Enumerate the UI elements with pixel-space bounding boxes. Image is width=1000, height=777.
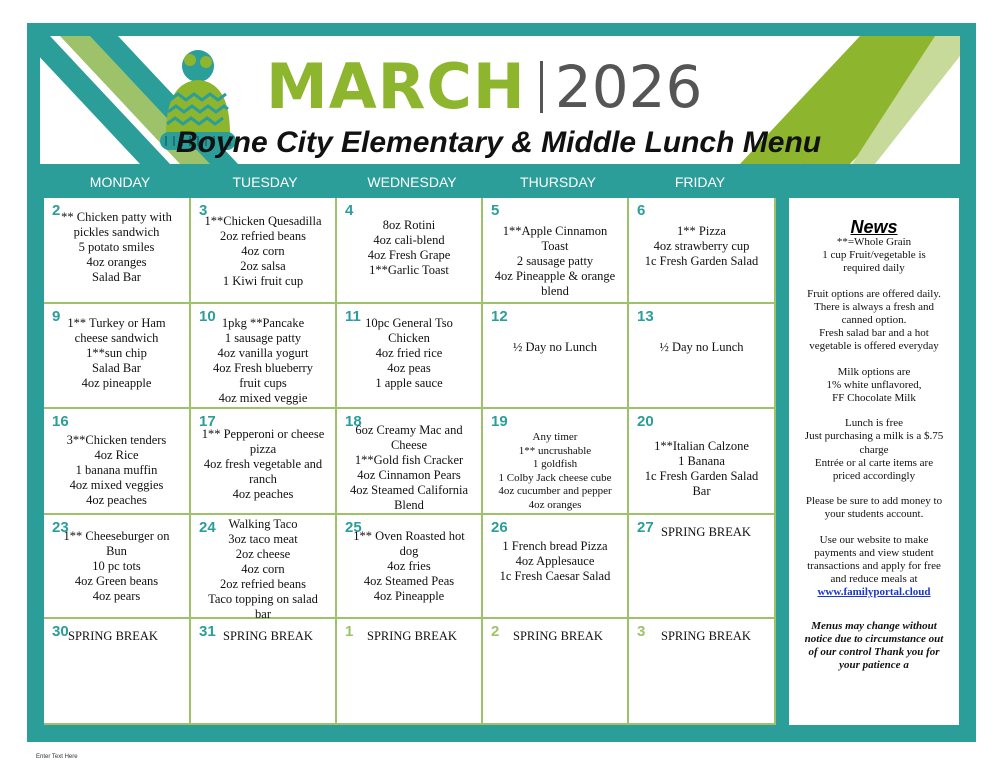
menu-text: 1**Italian Calzone 1 Banana 1c Fresh Garden Salad Bar bbox=[644, 439, 759, 498]
day-number: 9 bbox=[52, 308, 61, 325]
day-number: 19 bbox=[491, 413, 508, 430]
menu-text: 6oz Creamy Mac and Cheese 1**Gold fish Cracker 4oz Cinnamon Pears 4oz Steamed California Blend bbox=[349, 423, 469, 512]
day-cell bbox=[44, 198, 191, 304]
menu-text: 1** Oven Roasted hot dog 4oz fries 4oz Steamed Peas 4oz Pineapple bbox=[353, 529, 465, 603]
day-cell bbox=[629, 409, 776, 515]
weekday-label: TUESDAY bbox=[232, 174, 298, 190]
day-cell bbox=[337, 619, 483, 725]
menu-text: ½ Day no Lunch bbox=[659, 340, 744, 354]
menu-text: 1**Apple Cinnamon Toast 2 sausage patty 4oz Pineapple & orange blend bbox=[494, 224, 616, 298]
day-cell bbox=[629, 515, 776, 619]
menu-text: 1**Chicken Quesadilla 2oz refried beans 4oz corn 2oz salsa 1 Kiwi fruit cup bbox=[204, 214, 322, 288]
day-cell bbox=[337, 198, 483, 304]
menu-text: SPRING BREAK bbox=[661, 629, 751, 643]
news-body bbox=[789, 236, 959, 672]
menu-subtitle: Boyne City Elementary & Middle Lunch Menu bbox=[176, 126, 822, 159]
day-number: 23 bbox=[52, 519, 69, 536]
day-number: 4 bbox=[345, 202, 354, 219]
day-number: 16 bbox=[52, 413, 69, 430]
day-number: 3 bbox=[637, 623, 646, 640]
day-number: 24 bbox=[199, 519, 216, 536]
day-cell bbox=[44, 515, 191, 619]
day-cell bbox=[483, 304, 629, 409]
day-cell bbox=[337, 409, 483, 515]
news-paragraph: Please be sure to add money to your students account. bbox=[805, 495, 943, 521]
menu-text: ** Chicken patty with pickles sandwich 5 potato smiles 4oz oranges Salad Bar bbox=[61, 210, 172, 284]
weekday-label: WEDNESDAY bbox=[367, 174, 457, 190]
menu-text: SPRING BREAK bbox=[367, 629, 457, 643]
day-number: 6 bbox=[637, 202, 646, 219]
news-paragraph: Fruit options are offered daily. There is always a fresh and canned option. Fresh salad bar and a hot vegetable is offered everyday bbox=[807, 287, 941, 353]
day-cell bbox=[191, 198, 337, 304]
menu-text: 1** Turkey or Ham cheese sandwich 1**sun chip Salad Bar 4oz pineapple bbox=[67, 316, 166, 390]
calendar-grid bbox=[44, 198, 776, 725]
menu-text: 8oz Rotini 4oz cali-blend 4oz Fresh Grape 1**Garlic Toast bbox=[367, 218, 451, 277]
menu-text: Walking Taco 3oz taco meat 2oz cheese 4oz corn 2oz refried beans Taco topping on salad bar bbox=[208, 517, 318, 621]
day-number: 2 bbox=[52, 202, 61, 219]
menu-text: SPRING BREAK bbox=[68, 629, 158, 643]
menu-text: SPRING BREAK bbox=[513, 629, 603, 643]
menu-text: 1** Pizza 4oz strawberry cup 1c Fresh Garden Salad bbox=[644, 224, 759, 268]
day-cell bbox=[483, 619, 629, 725]
news-paragraph: Milk options are 1% white unflavored, FF Chocolate Milk bbox=[826, 365, 922, 405]
menu-text: SPRING BREAK bbox=[223, 629, 313, 643]
menu-text: 1** Cheeseburger on Bun 10 pc tots 4oz Green beans 4oz pears bbox=[63, 529, 170, 603]
news-panel bbox=[789, 198, 959, 725]
weekday-label: FRIDAY bbox=[674, 174, 726, 190]
day-cell bbox=[629, 619, 776, 725]
day-number: 12 bbox=[491, 308, 508, 325]
day-cell bbox=[44, 619, 191, 725]
menu-text: 10pc General Tso Chicken 4oz fried rice 4oz peas 1 apple sauce bbox=[365, 316, 453, 390]
day-cell bbox=[191, 619, 337, 725]
day-cell bbox=[191, 304, 337, 409]
day-number: 20 bbox=[637, 413, 654, 430]
day-number: 18 bbox=[345, 413, 362, 430]
weekday-label: THURSDAY bbox=[520, 174, 596, 190]
menu-text: SPRING BREAK bbox=[661, 525, 751, 539]
day-number: 31 bbox=[199, 623, 216, 640]
day-number: 11 bbox=[345, 308, 361, 325]
day-number: 30 bbox=[52, 623, 69, 640]
day-number: 5 bbox=[491, 202, 500, 219]
news-paragraph: Use our website to make payments and view student transactions and apply for free and reduce meals at bbox=[807, 533, 941, 586]
menu-text: Any timer 1** uncrushable 1 goldfish 1 Colby Jack cheese cube 4oz cucumber and pepper 4oz oranges bbox=[498, 431, 612, 511]
menu-text: 1 French bread Pizza 4oz Applesauce 1c Fresh Caesar Salad bbox=[499, 539, 611, 583]
menu-text: 1pkg **Pancake 1 sausage patty 4oz vanilla yogurt 4oz Fresh blueberry fruit cups 4oz mixed veggie bbox=[213, 316, 313, 405]
day-number: 17 bbox=[199, 413, 216, 430]
day-cell bbox=[483, 198, 629, 304]
day-cell bbox=[629, 198, 776, 304]
menu-text: 3**Chicken tenders 4oz Rice 1 banana muffin 4oz mixed veggies 4oz peaches bbox=[66, 433, 167, 507]
day-number: 2 bbox=[491, 623, 500, 640]
year-title: 2026 bbox=[554, 53, 703, 121]
day-cell bbox=[337, 304, 483, 409]
day-number: 25 bbox=[345, 519, 362, 536]
day-cell bbox=[44, 409, 191, 515]
news-title: News bbox=[850, 217, 898, 237]
news-paragraph: **=Whole Grain 1 cup Fruit/vegetable is required daily bbox=[822, 236, 926, 275]
day-number: 27 bbox=[637, 519, 654, 536]
day-cell bbox=[191, 409, 337, 515]
family-portal-link[interactable]: www.familyportal.cloud bbox=[817, 586, 931, 599]
footer-placeholder-text: Enter Text Here bbox=[36, 754, 78, 760]
day-number: 3 bbox=[199, 202, 208, 219]
day-cell bbox=[483, 515, 629, 619]
title-divider bbox=[540, 61, 543, 113]
news-paragraph: Lunch is free Just purchasing a milk is a $.75 charge Entrée or al carte items are priced accordingly bbox=[804, 417, 944, 483]
day-number: 26 bbox=[491, 519, 508, 536]
day-cell bbox=[191, 515, 337, 619]
title-row bbox=[266, 52, 702, 122]
day-number: 13 bbox=[637, 308, 654, 325]
day-number: 1 bbox=[345, 623, 354, 640]
menu-text: 1** Pepperoni or cheese pizza 4oz fresh vegetable and ranch 4oz peaches bbox=[201, 427, 325, 501]
day-cell bbox=[337, 515, 483, 619]
day-cell bbox=[483, 409, 629, 515]
month-title: MARCH bbox=[266, 50, 526, 123]
day-cell bbox=[44, 304, 191, 409]
menu-text: ½ Day no Lunch bbox=[512, 340, 597, 354]
news-disclaimer: Menus may change without notice due to circumstance out of our control Thank you for your patience a bbox=[804, 619, 944, 672]
day-cell bbox=[629, 304, 776, 409]
weekday-label: MONDAY bbox=[89, 174, 151, 190]
day-number: 10 bbox=[199, 308, 216, 325]
